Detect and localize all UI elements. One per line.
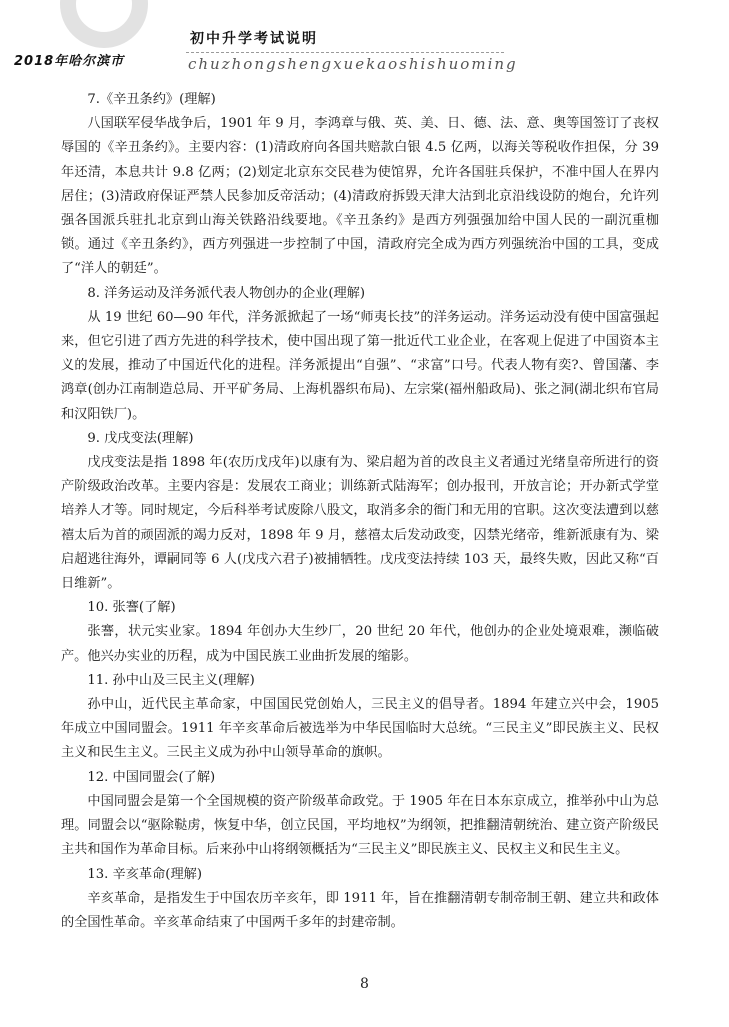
section-paragraph: 张謇，状元实业家。1894 年创办大生纱厂，20 世纪 20 年代，他创办的企业处境艰难，濒临破产。他兴办实业的历程，成为中国民族工业曲折发展的缩影。 bbox=[61, 624, 659, 664]
header-pinyin: chuzhongshengxuekaoshishuoming bbox=[188, 55, 518, 73]
section-heading: 13. 辛亥革命(理解) bbox=[87, 866, 202, 882]
section-heading: 8. 洋务运动及洋务派代表人物创办的企业(理解) bbox=[87, 285, 366, 301]
section-heading: 10. 张謇(了解) bbox=[87, 600, 176, 616]
header-title: 初中升学考试说明 bbox=[190, 31, 318, 47]
section-heading: 9. 戊戌变法(理解) bbox=[87, 430, 194, 446]
section-paragraph: 从 19 世纪 60—90 年代，洋务派掀起了一场“师夷长技”的洋务运动。洋务运动没有使中国富强起来，但它引进了西方先进的科学技术，使中国出现了第一批近代工业企业，在客观上促进了中国资本主义的发展，推动了中国近代化的进程。洋务派提出“自强”、“求富”口号。代表人物有奕?、曾国藩、李鸿章(创办江南制造总局、开平矿务局、上海机器织布局)、左宗棠(福州船政局)、张之洞(湖北织布官局和汉阳铁厂)。 bbox=[61, 309, 659, 422]
section-paragraph: 孙中山，近代民主革命家，中国国民党创始人，三民主义的倡导者。1894 年建立兴中会，1905 年成立中国同盟会。1911 年辛亥革命后被选举为中华民国临时大总统。“三民主义”即民族主义、民权主义和民生主义。三民主义成为孙中山领导革命的旗帜。 bbox=[61, 697, 659, 761]
header-year-city: 2018年哈尔滨市 bbox=[14, 54, 125, 69]
section-heading: 12. 中国同盟会(了解) bbox=[87, 769, 216, 785]
document-body bbox=[61, 88, 659, 935]
page-number: 8 bbox=[360, 976, 369, 992]
section-heading: 7.《辛丑条约》(理解) bbox=[87, 92, 216, 107]
section-paragraph: 戊戌变法是指 1898 年(农历戊戌年)以康有为、梁启超为首的改良主义者通过光绪皇帝所进行的资产阶级政治改革。主要内容是：发展农工商业；训练新式陆海军；创办报刊，开放言论；开办新式学堂培养人才等。同时规定，今后科举考试废除八股文，取消多余的衙门和无用的官职。这次变法遭到以慈禧太后为首的顽固派的竭力反对，1898 年 9 月，慈禧太后发动政变，囚禁光绪帝，维新派康有为、梁启超逃往海外，谭嗣同等 6 人(戊戌六君子)被捕牺牲。戊戌变法持续 103 天，最终失败，因此又称“百日维新”。 bbox=[61, 455, 659, 592]
section-heading: 11. 孙中山及三民主义(理解) bbox=[87, 672, 255, 688]
section-paragraph: 中国同盟会是第一个全国规模的资产阶级革命政党。于 1905 年在日本东京成立，推举孙中山为总理。同盟会以“驱除鞑虏，恢复中华，创立民国，平均地权”为纲领，把推翻清朝统治、建立资产阶级民主共和国作为革命目标。后来孙中山将纲领概括为“三民主义”即民族主义、民权主义和民生主义。 bbox=[61, 793, 659, 858]
header-divider bbox=[186, 52, 504, 53]
section-paragraph: 八国联军侵华战争后，1901 年 9 月，李鸿章与俄、英、美、日、德、法、意、奥等国签订了丧权辱国的《辛丑条约》。主要内容：(1)清政府向各国共赔款白银 4.5 亿两，以海关等税收作担保，分 39 年还清，本息共计 9.8 亿两；(2)划定北京东交民巷为使馆界，允许各国驻兵保护，不准中国人在界内居住；(3)清政府保证严禁人民参加反帝活动；(4)清政府拆毁天津大沽到北京沿线设防的炮台，允许列强各国派兵驻扎北京到山海关铁路沿线要地。《辛丑条约》是西方列强强加给中国人民的一副沉重枷锁。通过《辛丑条约》，西方列强进一步控制了中国，清政府完全成为西方列强统治中国的工具，变成了“洋人的朝廷”。 bbox=[61, 116, 659, 277]
section-paragraph: 辛亥革命，是指发生于中国农历辛亥年，即 1911 年，旨在推翻清朝专制帝制王朝、建立共和政体的全国性革命。辛亥革命结束了中国两千多年的封建帝制。 bbox=[61, 890, 659, 930]
